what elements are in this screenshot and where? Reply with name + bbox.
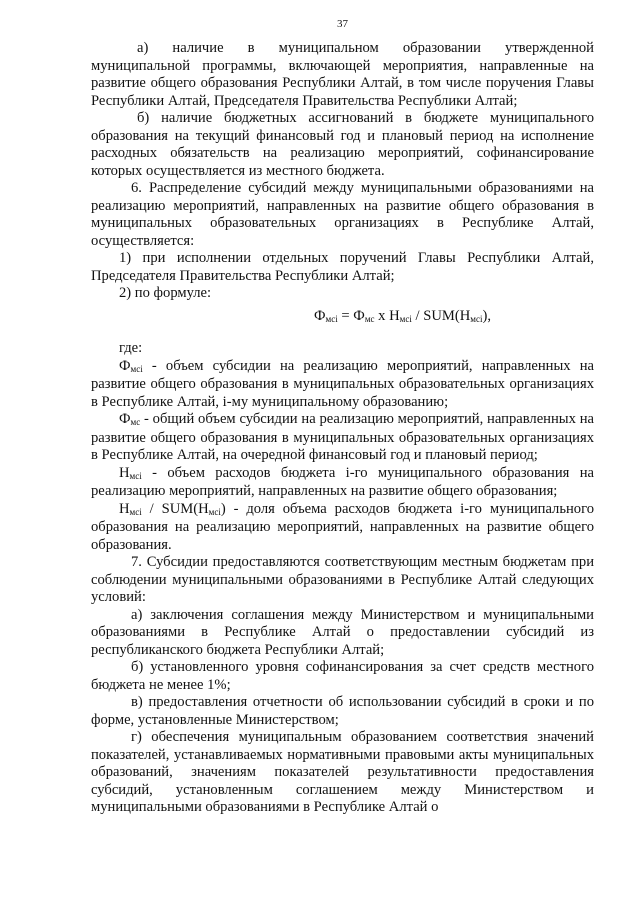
definition-h-msi (91, 465, 594, 501)
definition-share (91, 501, 594, 555)
formula-subscript: мс (130, 417, 141, 427)
paragraph-section-6: 6. Распределение субсидий между муниципальными образованиями на реализацию мероприятий, направленных на развитие общего образования в муниципальных образовательных организациях в Республике Алтай, осуществляется: (91, 180, 594, 249)
formula-symbol: Ф (119, 357, 131, 374)
paragraph-7-item-a: а) заключения соглашения между Министерством и муниципальными образованиями в Республике Алтай о предоставлении субсидий из республиканского бюджета Республики Алтай; (91, 606, 594, 658)
formula-subscript: мс (364, 313, 375, 324)
definition-text: ) - доля объема расходов бюджета i-го муниципального образования на реализацию мероприятий, направленных на развитие общего образования. (91, 500, 595, 553)
formula-symbol: Ф (314, 307, 326, 324)
definition-text: - объем субсидии на реализацию мероприятий, направленных на развитие общего образования в муниципальных образовательных организациях в Республике Алтай, i-му муниципальному образованию; (91, 357, 594, 410)
formula-operator: х (374, 307, 390, 324)
paragraph-condition-a: а) наличие в муниципальном образовании утвержденной муниципальной программы, включающей мероприятия, направленные на развитие общего образования Республики Алтай, в том числе поручения Главы Республики Алтай, Председателя Правительства Республики Алтай; (91, 40, 594, 109)
definition-text: - объем расходов бюджета i-го муниципального образования на реализацию мероприятий, направленных на развитие общего образования; (91, 464, 594, 499)
formula-subscript: мсi (130, 363, 143, 374)
formula-symbol: Н (119, 464, 130, 481)
formula-subscript: мсi (129, 470, 142, 481)
definition-text: / SUM( (141, 500, 199, 517)
definition-f-ms (91, 411, 594, 465)
formula-symbol: Н (459, 307, 471, 324)
formula-symbol: Ф (119, 411, 131, 427)
definition-f-msi (91, 358, 594, 412)
paragraph-6-item-2: 2) по формуле: (119, 285, 212, 301)
formula-symbol: Н (119, 500, 130, 517)
formula-operator: / SUM( (411, 307, 460, 324)
paragraph-condition-b: б) наличие бюджетных ассигнований в бюджете муниципального образования на текущий финансовый год и плановый период на исполнение расходных обязательств на реализацию мероприятий, софинансирование которых осуществляется из местного бюджета. (91, 110, 594, 179)
paragraph-7-item-b: б) установленного уровня софинансирования за счет средств местного бюджета не менее 1%; (91, 659, 594, 693)
formula-subscript: мсi (129, 506, 142, 517)
definition-text: - общий объем субсидии на реализацию мероприятий, направленных на развитие общего образования в муниципальных образовательных организациях в Республике Алтай, на очередной финансовый год и плановый период; (91, 411, 594, 463)
paragraph-7-item-g: г) обеспечения муниципальным образованием соответствия значений показателей, устанавливаемых нормативными правовыми акты муниципальных образований, значениям показателей результативности предоставления субсидий, установленным соглашением между Министерством и муниципальными образованиями в Республике Алтай о (91, 729, 594, 815)
formula-symbol: Н (198, 500, 209, 517)
paragraph-section-7: 7. Субсидии предоставляются соответствующим местным бюджетам при соблюдении муниципальными образованиями в Республике Алтай следующих условий: (91, 554, 594, 605)
page-number: 37 (337, 18, 348, 30)
formula-subscript: мсi (325, 313, 338, 324)
subsidy-formula (91, 308, 594, 327)
formula-symbol: Ф (353, 307, 365, 324)
paragraph-7-item-v: в) предоставления отчетности об использовании субсидий в сроки и по форме, установленные Министерством; (91, 694, 594, 728)
formula-operator: ), (482, 307, 491, 324)
formula-subscript: мсi (208, 506, 221, 517)
formula-symbol: Н (389, 307, 400, 324)
paragraph-6-item-1: 1) при исполнении отдельных поручений Главы Республики Алтай, Председателя Правительства Республики Алтай; (91, 250, 594, 284)
paragraph-where: где: (119, 340, 143, 356)
formula-operator: = (337, 307, 354, 324)
formula-subscript: мсi (470, 313, 483, 324)
formula-subscript: мсi (399, 313, 412, 324)
